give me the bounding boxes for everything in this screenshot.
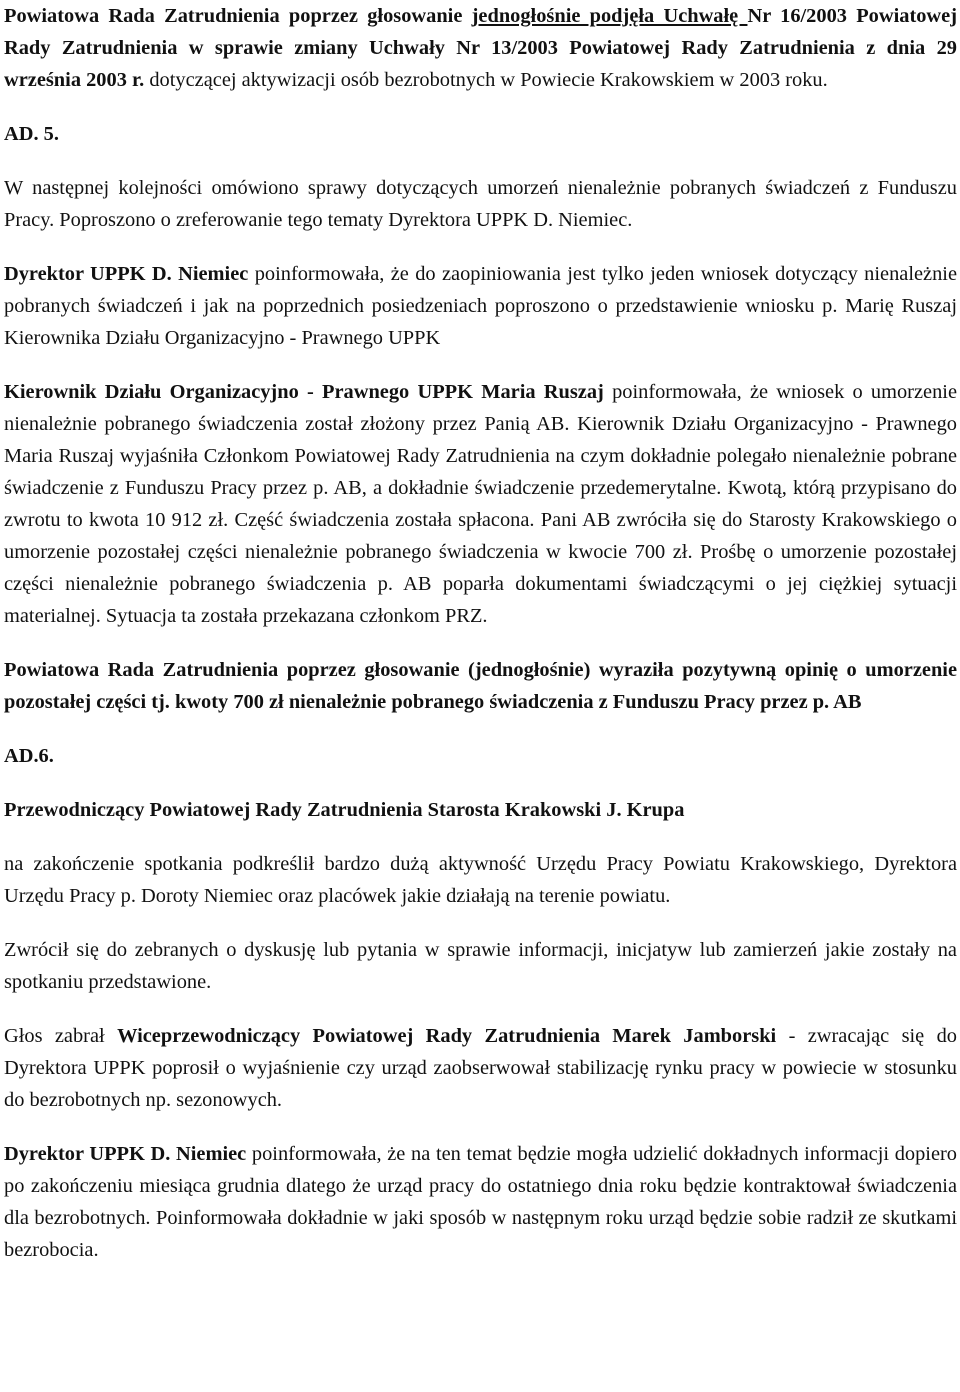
paragraph-discussion-call: Zwrócił się do zebranych o dyskusję lub pytania w sprawie informacji, inicjatyw lub zamierzeń jakie zostały na spotkaniu przedstawione. bbox=[4, 939, 957, 993]
paragraph-director-answer bbox=[4, 1138, 957, 1266]
resolution-underlined: jednogłośnie podjęła Uchwałę bbox=[471, 5, 748, 27]
director-answer-text: poinformowała, że na ten temat będzie mogła udzielić dokładnych informacji dopiero po zakończeniu miesiąca grudnia dlatego że urząd pracy do ostatniego dnia roku będzie kontraktował świadczenia dla bezrobotnych. Poinformowała dokładnie w jaki sposób w następnym roku urząd będzie sobie radził ze skutkami bezrobocia. bbox=[4, 1143, 957, 1261]
paragraph-jamborski-question bbox=[4, 1020, 957, 1116]
paragraph-closing-remarks: na zakończenie spotkania podkreślił bardzo dużą aktywność Urzędu Pracy Powiatu Krakowskiego, Dyrektora Urzędu Pracy p. Doroty Niemiec oraz placówek jakie działają na terenie powiatu. bbox=[4, 853, 957, 907]
paragraph-ruszaj-report bbox=[4, 376, 957, 632]
resolution-bold-lead: Powiatowa Rada Zatrudnienia poprzez głosowanie bbox=[4, 5, 472, 27]
speaker-director: Dyrektor UPPK D. Niemiec bbox=[4, 263, 249, 285]
paragraph-ad5-intro: W następnej kolejności omówiono sprawy dotyczących umorzeń nienależnie pobranych świadczeń z Funduszu Pracy. Poproszono o zreferowanie tego tematy Dyrektora UPPK D. Niemiec. bbox=[4, 177, 957, 231]
speaker-jamborski: Wiceprzewodniczący Powiatowej Rady Zatrudnienia Marek Jamborski bbox=[117, 1025, 777, 1047]
speaker-director-answer: Dyrektor UPPK D. Niemiec bbox=[4, 1143, 247, 1165]
paragraph-director-report bbox=[4, 258, 957, 354]
section-heading-ad6: AD.6. bbox=[4, 745, 54, 767]
paragraph-chairman: Przewodniczący Powiatowej Rady Zatrudnienia Starosta Krakowski J. Krupa bbox=[4, 799, 685, 821]
resolution-bold-number: Nr 16/2003 Powiatowej Rady Zatrudnienia w sprawie zmiany Uchwały Nr 13/2003 Powiatowej Rady Zatrudnienia z dnia 29 września 2003 r. bbox=[4, 5, 957, 91]
section-heading-ad5: AD. 5. bbox=[4, 123, 59, 145]
jamborski-intro: Głos zabrał bbox=[4, 1025, 118, 1047]
speaker-ruszaj: Kierownik Działu Organizacyjno - Prawnego UPPK Maria Ruszaj bbox=[4, 381, 604, 403]
document-page bbox=[4, 0, 957, 1266]
director-report-text: poinformowała, że do zaopiniowania jest tylko jeden wniosek dotyczący nienależnie pobranych świadczeń i jak na poprzednich posiedzeniach poproszono o przedstawienie wniosku p. Marię Ruszaj Kierownika Działu Organizacyjno - Prawnego UPPK bbox=[4, 263, 957, 349]
paragraph-resolution-16 bbox=[4, 0, 957, 96]
ruszaj-report-text: poinformowała, że wniosek o umorzenie nienależnie pobranego świadczenia został złożony przez Panią AB. Kierownik Działu Organizacyjno - Prawnego Maria Ruszaj wyjaśniła Członkom Powiatowej Rady Zatrudnienia na czym dokładnie polegało nienależnie pobrane świadczenie z Funduszu Pracy przez p. AB, a dokładnie świadczenie przedemerytalne. Kwotą, którą przypisano do zwrotu to kwota 10 912 zł. Część świadczenia została spłacona. Pani AB zwróciła się do Starosty Krakowskiego o umorzenie pozostałej części nienależnie pobranego świadczenia w kwocie 700 zł. Prośbę o umorzenie pozostałej części nienależnie pobranego świadczenia p. AB poparła dokumentami świadczącymi o jej ciężkiej sytuacji materialnej. Sytuacja ta została przekazana członkom PRZ. bbox=[4, 381, 957, 627]
paragraph-council-opinion: Powiatowa Rada Zatrudnienia poprzez głosowanie (jednogłośnie) wyraziła pozytywną opinię o umorzenie pozostałej części tj. kwoty 700 zł nienależnie pobranego świadczenia z Funduszu Pracy przez p. AB bbox=[4, 659, 957, 713]
resolution-rest: dotyczącej aktywizacji osób bezrobotnych w Powiecie Krakowskiem w 2003 roku. bbox=[144, 69, 828, 91]
jamborski-text: - zwracając się do Dyrektora UPPK poprosił o wyjaśnienie czy urząd zaobserwował stabilizację rynku pracy w powiecie w stosunku do bezrobotnych np. sezonowych. bbox=[4, 1025, 957, 1111]
